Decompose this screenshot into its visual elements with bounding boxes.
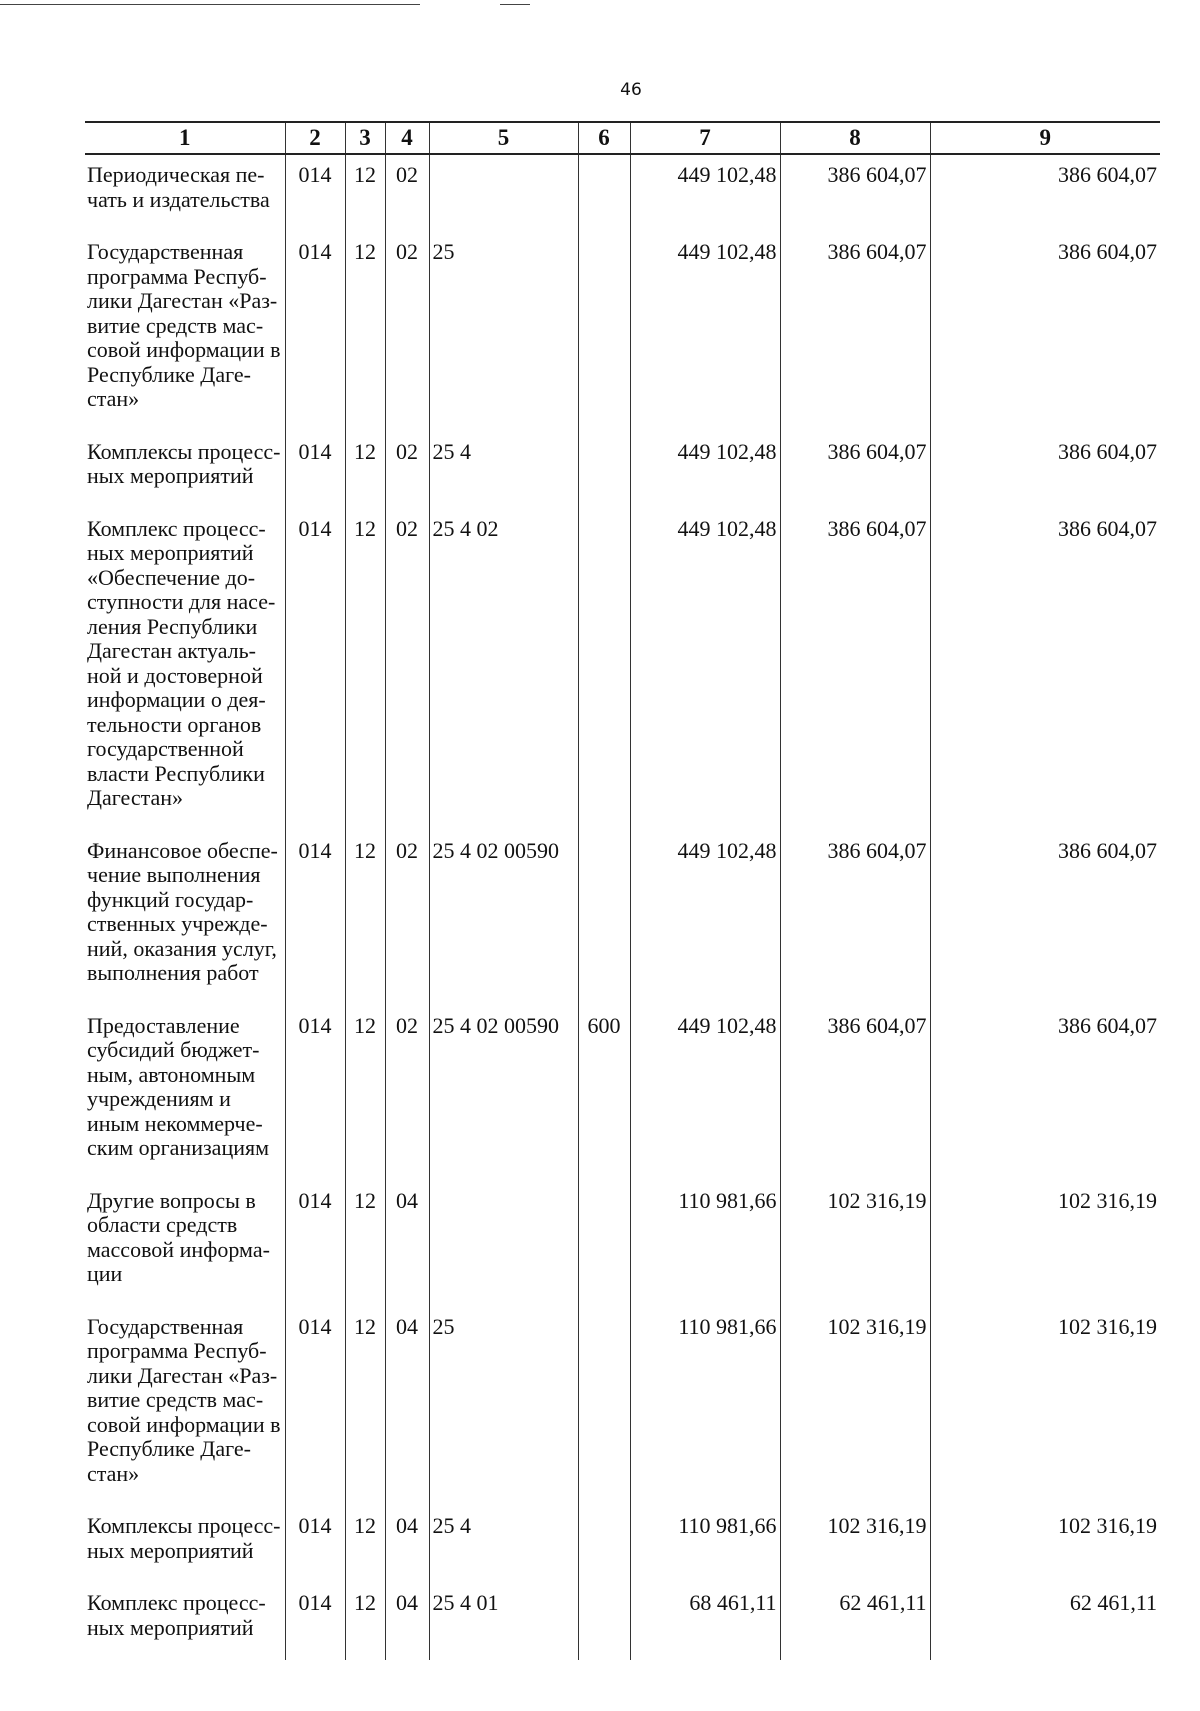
header-row: [85, 122, 1160, 154]
subsection-cell: 04: [385, 1181, 429, 1307]
item-name-line: Государственная: [87, 1313, 244, 1339]
target-article-cell: 25 4: [429, 432, 578, 509]
amount-year3-cell: 386 604,07: [930, 831, 1160, 1006]
subsection-cell: 02: [385, 509, 429, 831]
header-col-9: 9: [930, 122, 1160, 154]
table-row: [85, 1583, 1160, 1660]
item-name-line: Другие вопросы в: [87, 1187, 256, 1213]
section-cell: 12: [345, 1506, 385, 1583]
item-name-line: Республике Даге-: [87, 361, 251, 387]
item-name-line: Комплекс процесс-: [87, 515, 266, 541]
item-name-line: Государственная: [87, 239, 244, 264]
target-article-cell: 25 4 01: [429, 1583, 578, 1660]
item-name-line: Предоставление: [87, 1012, 240, 1038]
item-name-line: Республике Даге-: [87, 1436, 251, 1461]
header-col-8: 8: [780, 122, 930, 154]
budget-table: [85, 121, 1160, 1660]
item-name-line: ных мероприятий: [87, 1537, 254, 1563]
expense-type-cell: [578, 432, 630, 509]
admin-code-cell: 014: [285, 232, 345, 432]
subsection-cell: 04: [385, 1583, 429, 1660]
admin-code-cell: 014: [285, 1307, 345, 1507]
amount-year1-cell: 449 102,48: [630, 154, 780, 232]
item-name-line: Комплексы процесс-: [87, 1513, 281, 1538]
item-name-line: ным, автономным: [87, 1061, 256, 1087]
amount-year1-cell: 68 461,11: [630, 1583, 780, 1660]
admin-code-cell: 014: [285, 1506, 345, 1583]
target-article-cell: 25 4 02 00590: [429, 1006, 578, 1181]
subsection-cell: 02: [385, 432, 429, 509]
subsection-cell: 02: [385, 1006, 429, 1181]
item-name-line: ных мероприятий: [87, 540, 254, 565]
expense-type-cell: [578, 154, 630, 232]
item-name-line: массовой информа-: [87, 1236, 270, 1262]
amount-year2-cell: 386 604,07: [780, 232, 930, 432]
item-name-line: функций государ-: [87, 886, 254, 912]
item-name-line: стан»: [87, 1460, 140, 1486]
item-name-line: ления Республики: [87, 613, 258, 639]
item-name-line: информации о дея-: [87, 687, 266, 712]
target-article-cell: [429, 154, 578, 232]
target-article-cell: 25: [429, 1307, 578, 1507]
target-article-cell: 25 4: [429, 1506, 578, 1583]
item-name-line: тельности органов: [87, 711, 262, 737]
item-name-line: субсидий бюджет-: [87, 1037, 260, 1062]
item-name-line: чать и издательства: [87, 186, 270, 212]
item-name-cell: [85, 154, 285, 232]
top-scan-rule-fragment: [500, 4, 530, 5]
item-name-line: чение выполнения: [87, 862, 261, 887]
amount-year1-cell: 449 102,48: [630, 232, 780, 432]
amount-year3-cell: 102 316,19: [930, 1307, 1160, 1507]
section-cell: 12: [345, 1307, 385, 1507]
item-name-cell: [85, 831, 285, 1006]
table-row: [85, 1006, 1160, 1181]
item-name-cell: [85, 1307, 285, 1507]
amount-year2-cell: 102 316,19: [780, 1307, 930, 1507]
item-name-line: совой информации в: [87, 337, 281, 362]
amount-year1-cell: 110 981,66: [630, 1506, 780, 1583]
section-cell: 12: [345, 509, 385, 831]
target-article-cell: 25 4 02 00590: [429, 831, 578, 1006]
item-name-line: ний, оказания услуг,: [87, 935, 277, 961]
expense-type-cell: [578, 509, 630, 831]
table-row: [85, 1307, 1160, 1507]
header-col-3: 3: [345, 122, 385, 154]
table-row: [85, 232, 1160, 432]
amount-year1-cell: 110 981,66: [630, 1181, 780, 1307]
amount-year1-cell: 110 981,66: [630, 1307, 780, 1507]
item-name-line: ной и достоверной: [87, 662, 263, 688]
table-row: [85, 154, 1160, 232]
amount-year2-cell: 386 604,07: [780, 154, 930, 232]
section-cell: 12: [345, 154, 385, 232]
item-name-line: государственной: [87, 736, 244, 761]
amount-year2-cell: 102 316,19: [780, 1506, 930, 1583]
section-cell: 12: [345, 232, 385, 432]
expense-type-cell: [578, 232, 630, 432]
section-cell: 12: [345, 1006, 385, 1181]
item-name-line: «Обеспечение до-: [87, 564, 256, 590]
amount-year3-cell: 102 316,19: [930, 1181, 1160, 1307]
section-cell: 12: [345, 1181, 385, 1307]
expense-type-cell: [578, 1506, 630, 1583]
item-name-cell: [85, 509, 285, 831]
item-name-cell: [85, 1181, 285, 1307]
amount-year2-cell: 386 604,07: [780, 831, 930, 1006]
amount-year3-cell: 386 604,07: [930, 509, 1160, 831]
amount-year3-cell: 386 604,07: [930, 432, 1160, 509]
subsection-cell: 04: [385, 1506, 429, 1583]
item-name-line: области средств: [87, 1212, 238, 1237]
item-name-line: выполнения работ: [87, 960, 259, 985]
target-article-cell: [429, 1181, 578, 1307]
subsection-cell: 02: [385, 232, 429, 432]
subsection-cell: 04: [385, 1307, 429, 1507]
item-name-cell: [85, 1583, 285, 1660]
amount-year2-cell: 386 604,07: [780, 432, 930, 509]
top-scan-rule: [0, 4, 420, 5]
item-name-line: ных мероприятий: [87, 1614, 254, 1640]
section-cell: 12: [345, 1583, 385, 1660]
expense-type-cell: [578, 1307, 630, 1507]
subsection-cell: 02: [385, 831, 429, 1006]
amount-year3-cell: 102 316,19: [930, 1506, 1160, 1583]
header-col-4: 4: [385, 122, 429, 154]
expense-type-cell: 600: [578, 1006, 630, 1181]
amount-year1-cell: 449 102,48: [630, 509, 780, 831]
item-name-line: программа Респуб-: [87, 1338, 267, 1363]
header-col-7: 7: [630, 122, 780, 154]
amount-year1-cell: 449 102,48: [630, 1006, 780, 1181]
item-name-line: ступности для насе-: [87, 589, 276, 614]
item-name-line: иным некоммерче-: [87, 1110, 263, 1136]
item-name-cell: [85, 1506, 285, 1583]
item-name-line: ским организациям: [87, 1135, 270, 1160]
item-name-line: власти Республики: [87, 760, 265, 786]
amount-year3-cell: 386 604,07: [930, 154, 1160, 232]
item-name-line: ции: [87, 1261, 123, 1286]
amount-year3-cell: 62 461,11: [930, 1583, 1160, 1660]
amount-year2-cell: 62 461,11: [780, 1583, 930, 1660]
page-number: 46: [620, 80, 642, 100]
amount-year1-cell: 449 102,48: [630, 432, 780, 509]
header-col-1: 1: [85, 122, 285, 154]
amount-year2-cell: 386 604,07: [780, 509, 930, 831]
item-name-line: Дагестан актуаль-: [87, 638, 256, 663]
table-row: [85, 432, 1160, 509]
table-row: [85, 509, 1160, 831]
item-name-line: ственных учрежде-: [87, 911, 268, 936]
item-name-cell: [85, 1006, 285, 1181]
amount-year2-cell: 386 604,07: [780, 1006, 930, 1181]
item-name-line: ных мероприятий: [87, 463, 254, 488]
expense-type-cell: [578, 831, 630, 1006]
admin-code-cell: 014: [285, 1181, 345, 1307]
item-name-line: Комплекс процесс-: [87, 1590, 266, 1615]
item-name-cell: [85, 432, 285, 509]
item-name-line: учреждениям и: [87, 1086, 231, 1111]
subsection-cell: 02: [385, 154, 429, 232]
table-row: [85, 1506, 1160, 1583]
admin-code-cell: 014: [285, 154, 345, 232]
item-name-cell: [85, 232, 285, 432]
admin-code-cell: 014: [285, 1583, 345, 1660]
amount-year3-cell: 386 604,07: [930, 232, 1160, 432]
amount-year3-cell: 386 604,07: [930, 1006, 1160, 1181]
amount-year2-cell: 102 316,19: [780, 1181, 930, 1307]
item-name-line: Периодическая пе-: [87, 162, 265, 187]
header-col-2: 2: [285, 122, 345, 154]
admin-code-cell: 014: [285, 509, 345, 831]
amount-year1-cell: 449 102,48: [630, 831, 780, 1006]
admin-code-cell: 014: [285, 1006, 345, 1181]
target-article-cell: 25: [429, 232, 578, 432]
item-name-line: совой информации в: [87, 1411, 281, 1437]
header-col-5: 5: [429, 122, 578, 154]
item-name-line: стан»: [87, 386, 140, 411]
item-name-line: лики Дагестан «Раз-: [87, 288, 278, 313]
item-name-line: программа Респуб-: [87, 263, 267, 289]
table-row: [85, 831, 1160, 1006]
admin-code-cell: 014: [285, 831, 345, 1006]
target-article-cell: 25 4 02: [429, 509, 578, 831]
item-name-line: лики Дагестан «Раз-: [87, 1362, 278, 1388]
section-cell: 12: [345, 432, 385, 509]
item-name-line: Комплексы процесс-: [87, 438, 281, 464]
admin-code-cell: 014: [285, 432, 345, 509]
item-name-line: витие средств мас-: [87, 1387, 264, 1412]
item-name-line: Финансовое обеспе-: [87, 837, 278, 863]
expense-type-cell: [578, 1583, 630, 1660]
table-row: [85, 1181, 1160, 1307]
header-col-6: 6: [578, 122, 630, 154]
table-body: [85, 154, 1160, 1660]
expense-type-cell: [578, 1181, 630, 1307]
item-name-line: Дагестан»: [87, 785, 184, 810]
section-cell: 12: [345, 831, 385, 1006]
item-name-line: витие средств мас-: [87, 312, 264, 338]
